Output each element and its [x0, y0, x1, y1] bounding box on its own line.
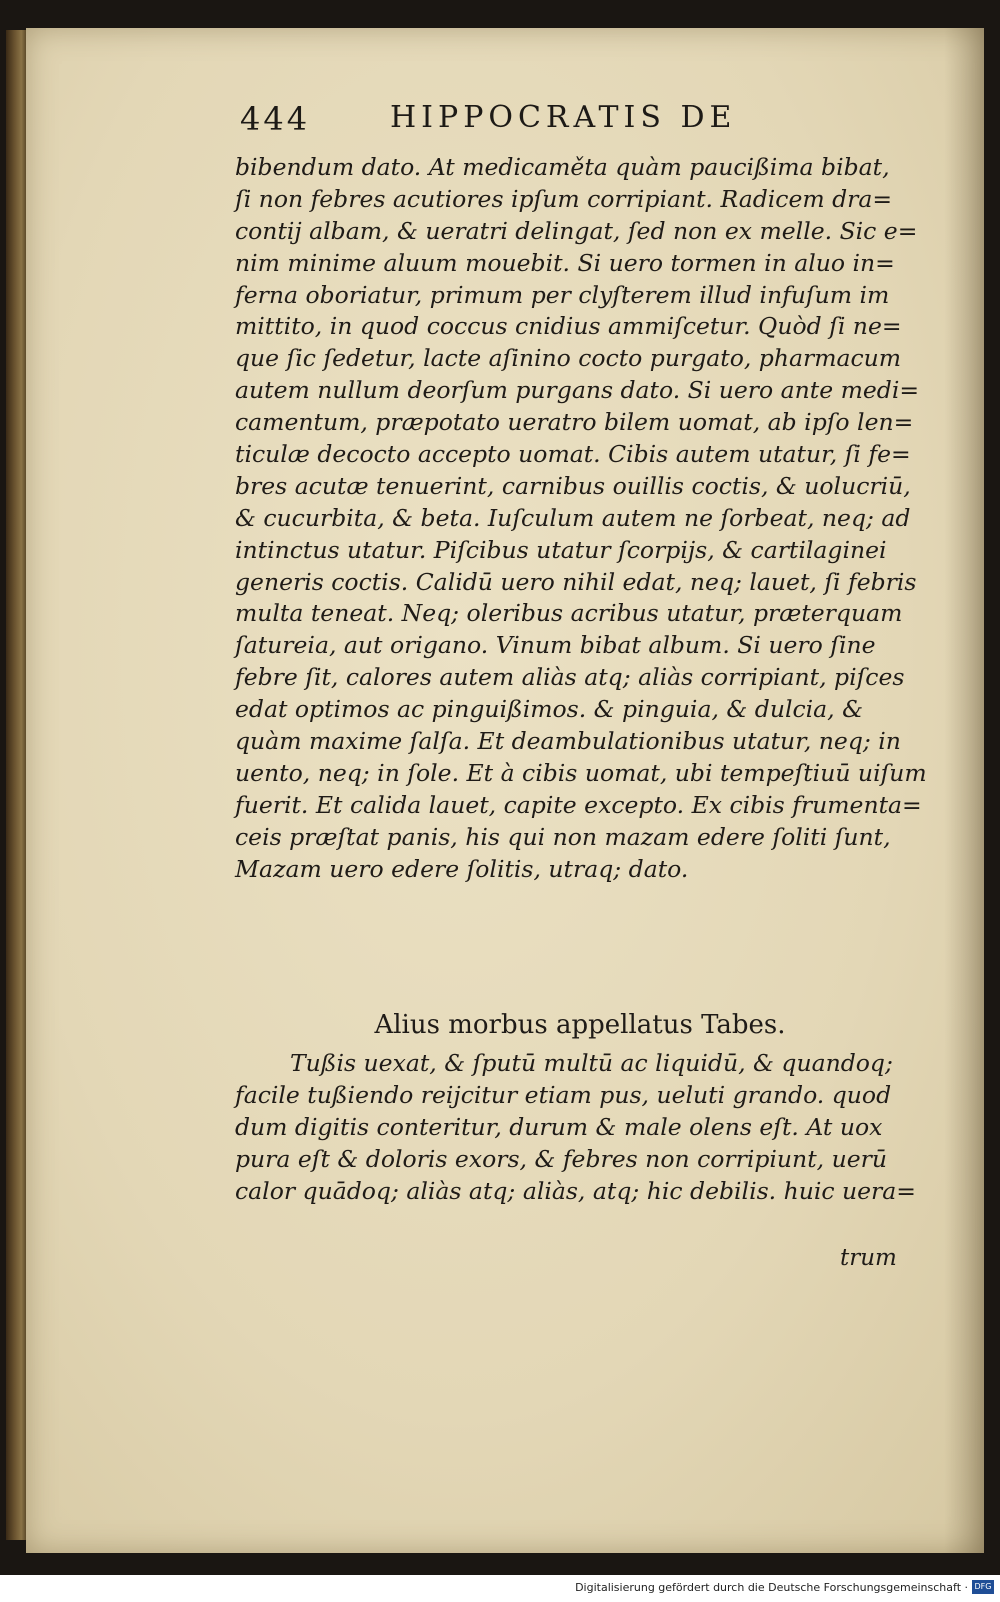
- text-line: ſatureia, aut origano. Vinum bibat album. Si uero ſine: [235, 631, 876, 660]
- dfg-logo: DFG: [972, 1580, 994, 1594]
- text-line: uento, neq; in ſole. Et à cibis uomat, ubi tempeſtiuū uiſum: [235, 758, 927, 787]
- text-line: bres acutæ tenuerint, carnibus ouillis coctis, & uolucriū,: [235, 471, 911, 500]
- text-line: bibendum dato. At medicaměta quàm paucißima bibat,: [235, 153, 890, 181]
- text-line: nim minime aluum mouebit. Si uero tormen in aluo in=: [235, 248, 895, 277]
- text-line: mittito, in quod coccus cnidius ammiſcetur. Quòd ſi ne=: [235, 312, 902, 341]
- footer-bar: [0, 1575, 1000, 1602]
- footer-credit: Digitalisierung gefördert durch die Deutsche Forschungsgemeinschaft ·: [575, 1581, 968, 1594]
- text-line: facile tußiendo reijcitur etiam pus, ueluti grando. quod: [235, 1080, 892, 1109]
- text-line: ticulæ decocto accepto uomat. Cibis autem utatur, ſi fe=: [235, 440, 911, 469]
- text-line: ceis præſtat panis, his qui non mazam edere ſoliti ſunt,: [235, 822, 891, 851]
- page-shadow: [944, 28, 984, 1553]
- text-line: & cucurbita, & beta. Iuſculum autem ne ſorbeat, neq; ad: [235, 503, 911, 532]
- text-line: fuerit. Et calida lauet, capite excepto. Ex cibis frumenta=: [235, 790, 922, 819]
- text-line: pura eſt & doloris exors, & febres non corripiunt, uerū: [235, 1144, 887, 1173]
- page-number: 444: [240, 100, 311, 138]
- text-line: autem nullum deorſum purgans dato. Si uero ante medi=: [235, 376, 920, 405]
- text-line: intinctus utatur. Piſcibus utatur ſcorpijs, & cartilaginei: [235, 535, 887, 564]
- text-line: generis coctis. Calidū uero nihil edat, neq; lauet, ſi febris: [235, 567, 917, 596]
- running-title: HIPPOCRATIS DE: [390, 100, 737, 135]
- text-line: dum digitis conteritur, durum & male olens eſt. At uox: [235, 1112, 883, 1141]
- section-heading: Alius morbus appellatus Tabes.: [374, 1010, 786, 1040]
- catchword: trum: [840, 1245, 897, 1271]
- text-line: febre ſit, calores autem aliàs atq; aliàs corripiant, piſces: [235, 663, 905, 692]
- text-line: que ſic ſedetur, lacte aſinino cocto purgato, pharmacum: [235, 344, 902, 373]
- text-line: Tußis uexat, & ſputū multū ac liquidū, & quandoq;: [290, 1049, 893, 1077]
- text-line: quàm maxime ſalſa. Et deambulationibus utatur, neq; in: [235, 727, 901, 756]
- text-line: edat optimos ac pinguißimos. & pinguia, & dulcia, &: [235, 695, 864, 724]
- section-text: [235, 1048, 916, 1207]
- body-text: [235, 152, 927, 885]
- text-line: contij albam, & ueratri delingat, ſed non ex melle. Sic e=: [235, 216, 918, 245]
- book-spine-edge: [6, 30, 28, 1540]
- text-line: ſi non febres acutiores ipſum corripiant. Radicem dra=: [235, 184, 893, 213]
- running-head: [240, 100, 840, 140]
- text-line: Mazam uero edere ſolitis, utraq; dato.: [235, 854, 689, 883]
- text-line: ferna oboriatur, primum per clyſterem illud infuſum im: [235, 280, 890, 309]
- text-line: calor quādoq; aliàs atq; aliàs, atq; hic debilis. huic uera=: [235, 1176, 916, 1205]
- text-line: multa teneat. Neq; oleribus acribus utatur, præterquam: [235, 599, 903, 628]
- text-line: camentum, præpotato ueratro bilem uomat, ab ipſo len=: [235, 408, 914, 437]
